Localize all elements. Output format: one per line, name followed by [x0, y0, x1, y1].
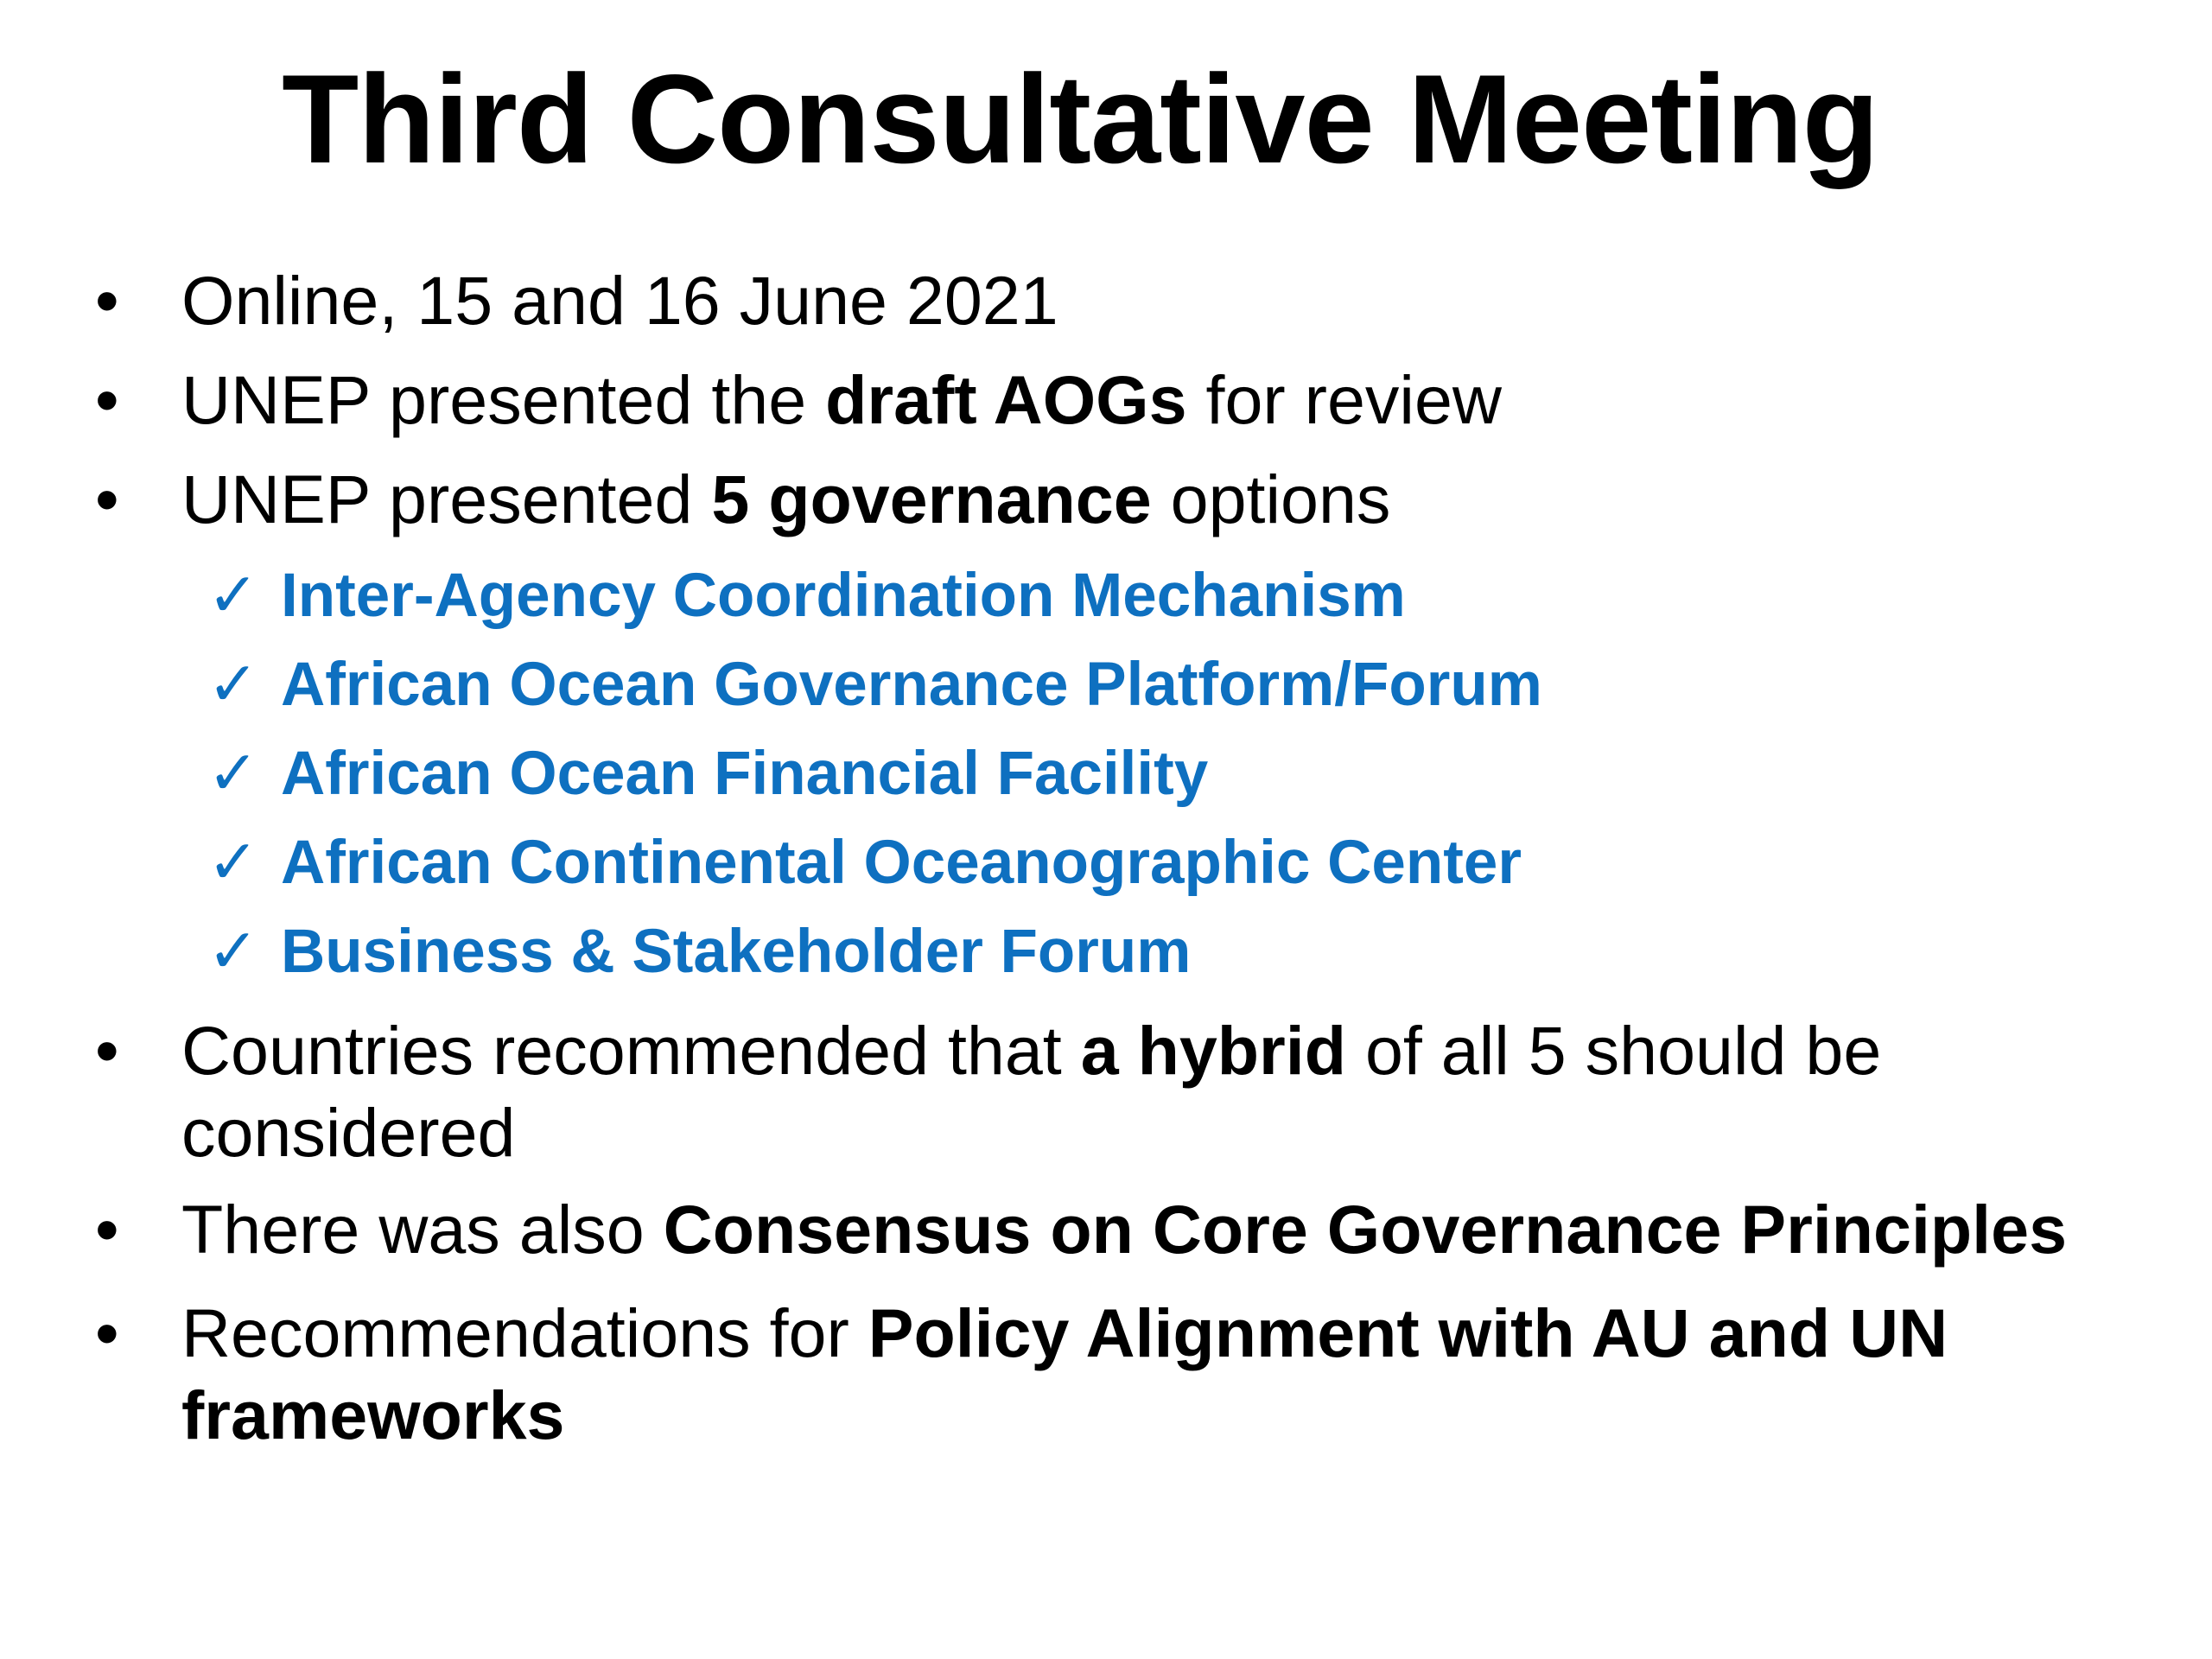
- bullet-text: UNEP presented the draft AOGs for review: [181, 361, 1502, 438]
- governance-option-label: Business & Stakeholder Forum: [281, 918, 1192, 986]
- bullet-text: Countries recommended that a hybrid of all 5 should be considered: [181, 1012, 1882, 1171]
- bullet-icon: •: [95, 461, 119, 537]
- governance-option-label: African Ocean Financial Facility: [281, 740, 1209, 808]
- governance-option-label: Inter-Agency Coordination Mechanism: [281, 562, 1406, 630]
- bullet-text: There was also Consensus on Core Governance Principles: [181, 1191, 2068, 1268]
- bullet-icon: •: [95, 1294, 119, 1371]
- checkmark-icon: ✓: [207, 740, 259, 808]
- bullet-icon: •: [95, 1012, 119, 1089]
- governance-option-label: African Ocean Governance Platform/Forum: [281, 651, 1542, 719]
- slide-title: Third Consultative Meeting: [282, 48, 1878, 189]
- bullet-icon: •: [95, 262, 119, 339]
- bullet-text: Recommendations for Policy Alignment with AU and UN frameworks: [181, 1294, 1948, 1453]
- checkmark-icon: ✓: [207, 562, 259, 630]
- governance-option-label: African Continental Oceanographic Center: [281, 829, 1522, 897]
- checkmark-icon: ✓: [207, 829, 259, 897]
- bullet-icon: •: [95, 1191, 119, 1268]
- bullet-text: UNEP presented 5 governance options: [181, 461, 1391, 537]
- bullet-icon: •: [95, 361, 119, 438]
- bullet-text: Online, 15 and 16 June 2021: [181, 262, 1058, 339]
- checkmark-icon: ✓: [207, 918, 259, 986]
- checkmark-icon: ✓: [207, 651, 259, 719]
